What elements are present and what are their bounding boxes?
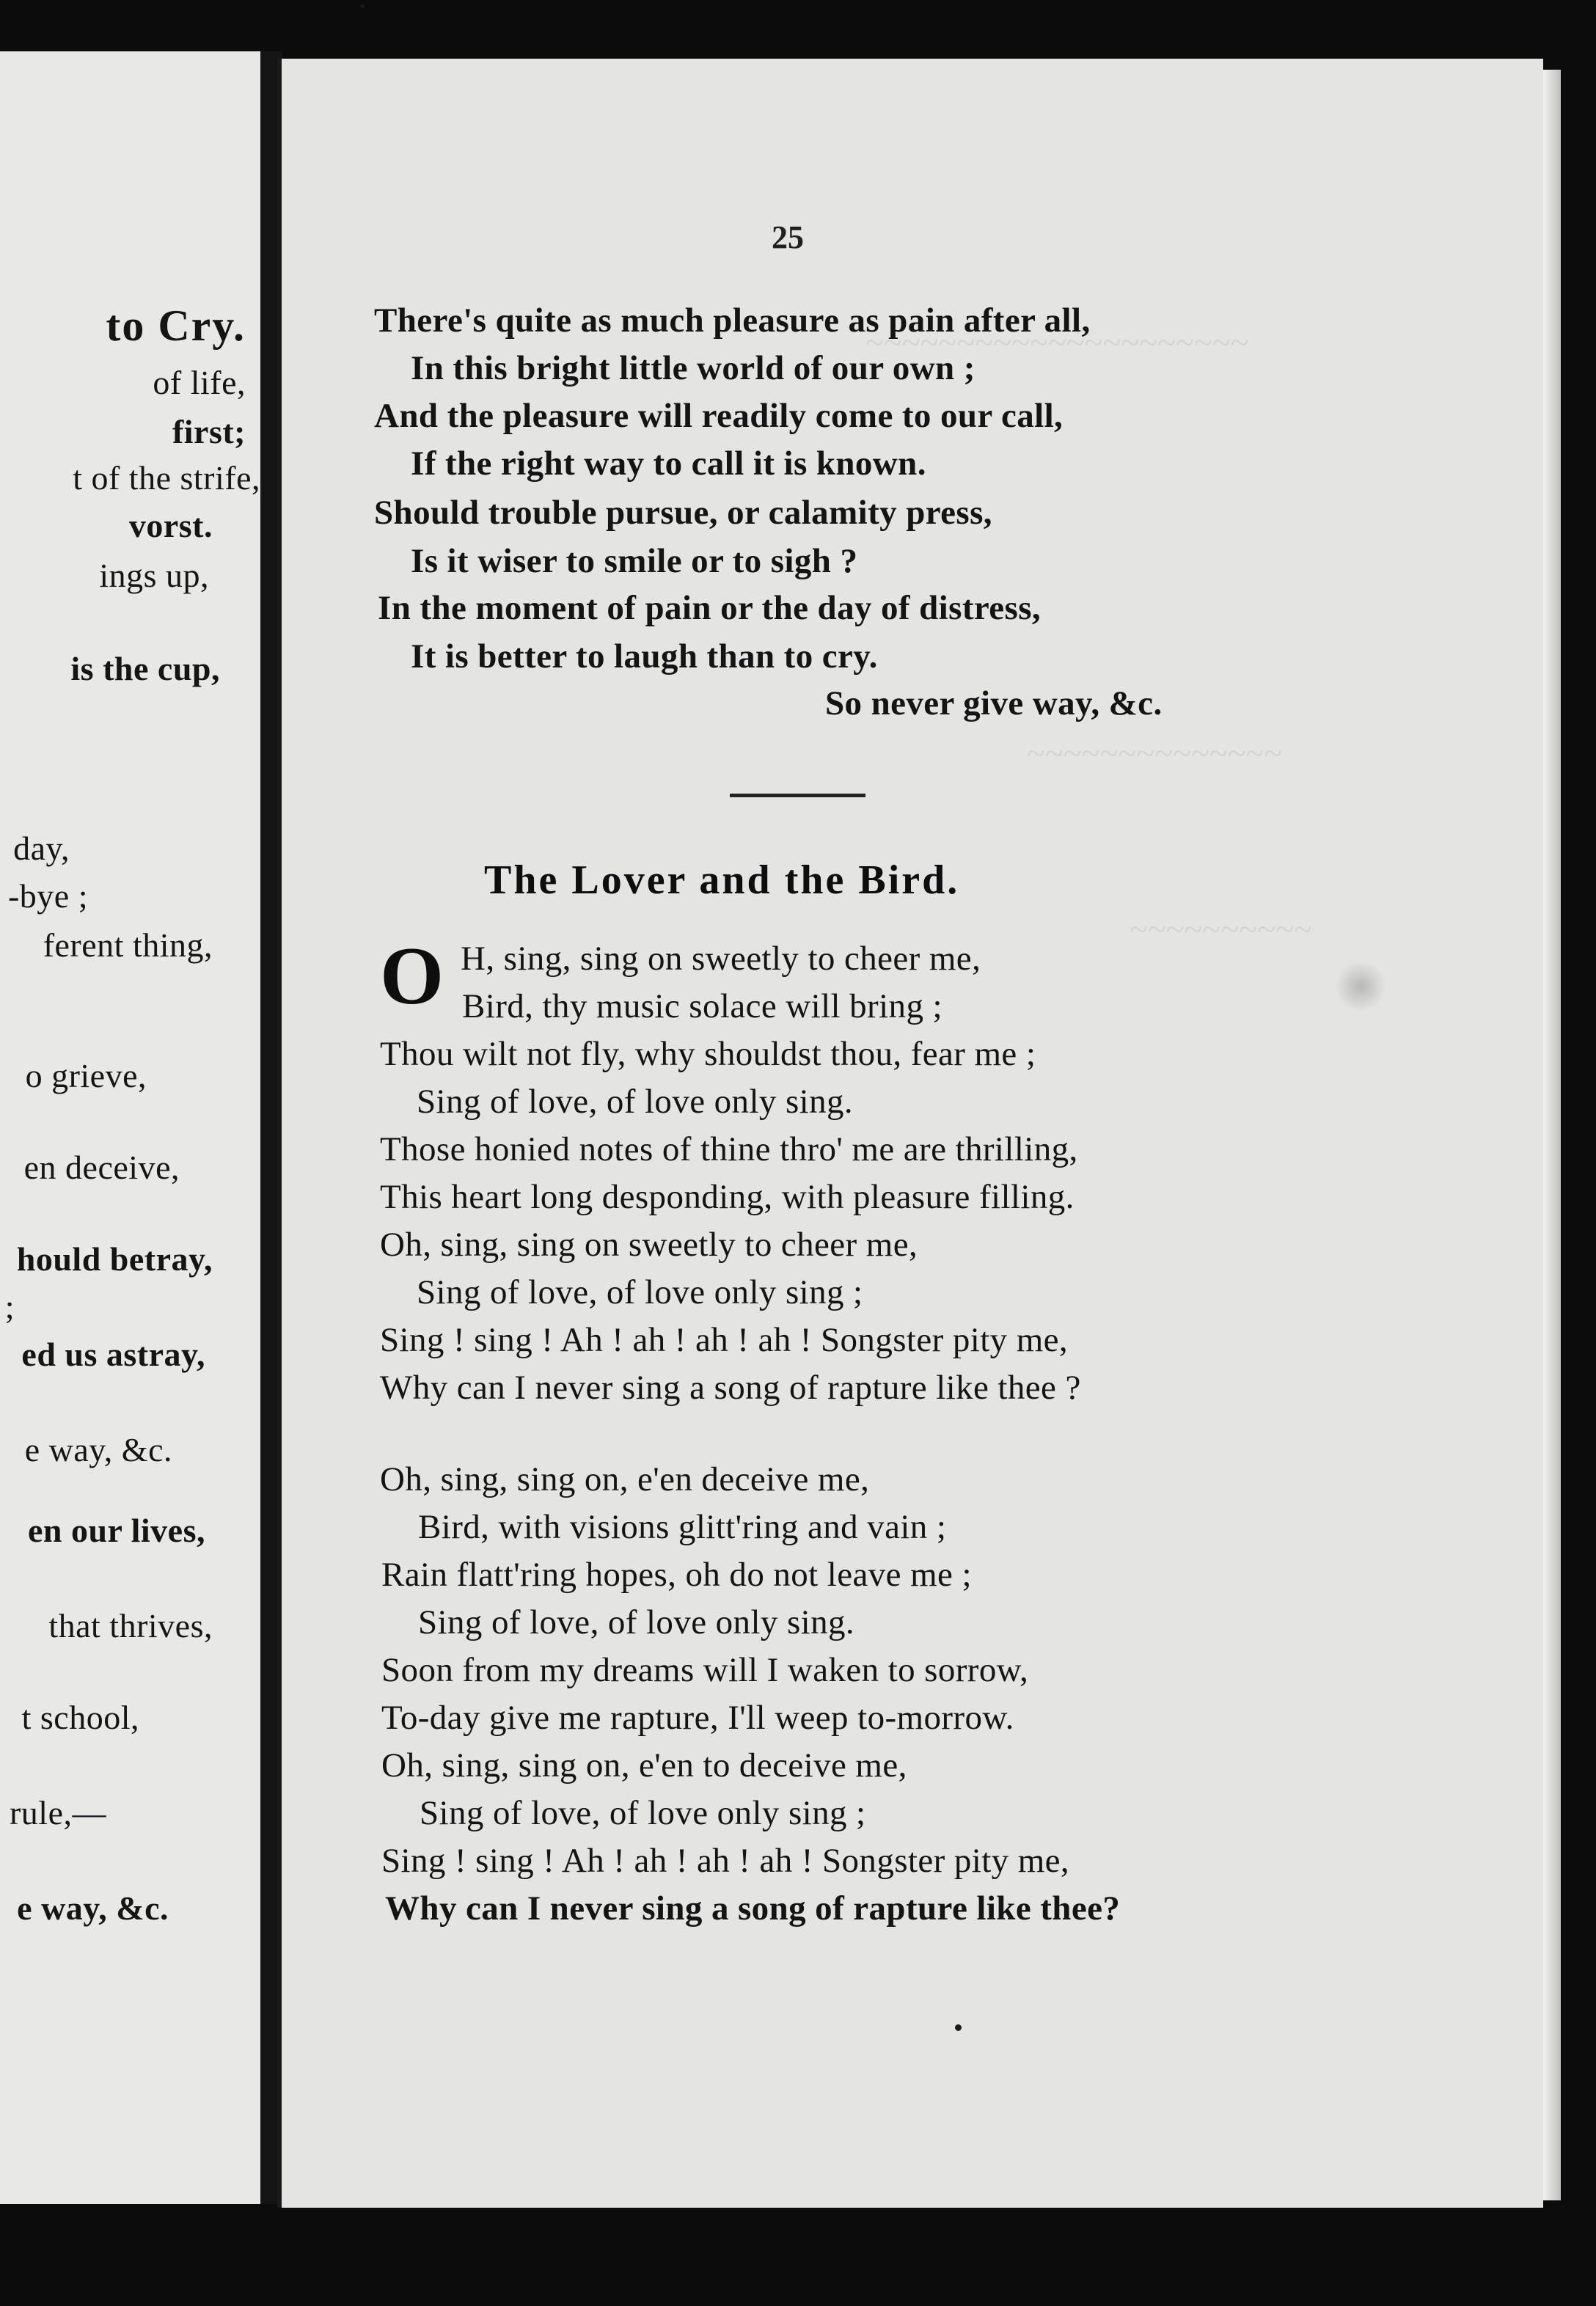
verse-line: Thou wilt not fly, why shouldst thou, fear me ;: [380, 1035, 1036, 1073]
show-through-text: ~~~~~~~~~~: [1130, 910, 1312, 948]
verse-line: Oh, sing, sing on sweetly to cheer me,: [380, 1226, 918, 1264]
song-title: The Lover and the Bird.: [484, 857, 960, 903]
verse-line: There's quite as much pleasure as pain after all,: [374, 301, 1091, 340]
left-page-line: that thrives,: [48, 1607, 213, 1644]
verse-line: Sing of love, of love only sing.: [418, 1603, 855, 1641]
left-page-line: e way, &c.: [24, 1431, 172, 1468]
verse-line: If the right way to call it is known.: [411, 444, 926, 483]
section-divider: [730, 794, 865, 797]
verse-line: Oh, sing, sing on, e'en deceive me,: [380, 1460, 870, 1498]
verse-line: Sing ! sing ! Ah ! ah ! ah ! ah ! Songster pity me,: [381, 1842, 1070, 1880]
verse-line: Is it wiser to smile or to sigh ?: [411, 542, 858, 580]
verse-line: Bird, thy music solace will bring ;: [462, 987, 942, 1025]
left-page-line: t school,: [21, 1699, 139, 1736]
drop-cap: O: [380, 931, 444, 1022]
verse-line: Sing of love, of love only sing.: [417, 1083, 854, 1121]
left-page: [0, 51, 260, 2204]
verse-line: Sing ! sing ! Ah ! ah ! ah ! ah ! Songster pity me,: [380, 1321, 1069, 1359]
page-stain: [1335, 961, 1386, 1012]
left-page-line: ed us astray,: [21, 1336, 205, 1373]
left-page-line: t of the strife,: [73, 459, 260, 497]
left-page-line: vorst.: [128, 507, 213, 544]
left-page-line: ferent thing,: [43, 926, 213, 964]
left-page-line: rule,—: [9, 1794, 106, 1831]
verse-line: It is better to laugh than to cry.: [411, 637, 878, 676]
verse-line: Bird, with visions glitt'ring and vain ;: [418, 1508, 947, 1546]
left-page-line: is the cup,: [70, 650, 220, 687]
left-page-line: hould betray,: [16, 1240, 213, 1278]
left-page-line: ings up,: [99, 557, 209, 594]
show-through-text: ~~~~~~~~~~~~~~: [1027, 734, 1283, 772]
left-page-line: of life,: [153, 364, 246, 401]
left-page-line: -bye ;: [7, 877, 88, 915]
verse-line: And the pleasure will readily come to our call,: [374, 397, 1064, 435]
verse-line: In this bright little world of our own ;: [411, 349, 975, 387]
verse-line: To-day give me rapture, I'll weep to-morrow.: [381, 1699, 1014, 1737]
left-page-line: o grieve,: [25, 1057, 147, 1094]
left-page-line: ;: [4, 1288, 15, 1325]
verse-line: This heart long desponding, with pleasure filling.: [380, 1178, 1075, 1216]
left-page-line: en our lives,: [27, 1512, 205, 1549]
show-through-text: ~~~~~~~~~~~~~~~~~~~~~: [865, 323, 1249, 361]
verse-line: Should trouble pursue, or calamity press,: [374, 494, 992, 532]
verse-line: In the moment of pain or the day of distress,: [378, 589, 1042, 627]
verse-line: Sing of love, of love only sing ;: [417, 1273, 863, 1311]
verse-line: H, sing, sing on sweetly to cheer me,: [461, 940, 981, 978]
refrain-line: So never give way, &c.: [825, 684, 1163, 722]
left-page-line: en deceive,: [23, 1149, 180, 1186]
verse-line: Why can I never sing a song of rapture like thee ?: [380, 1369, 1081, 1407]
left-page-line: day,: [13, 830, 70, 867]
verse-line: Why can I never sing a song of rapture like thee?: [385, 1889, 1121, 1928]
page-number: 25: [772, 219, 804, 255]
verse-line: Soon from my dreams will I waken to sorrow,: [381, 1651, 1029, 1689]
verse-line: Oh, sing, sing on, e'en to deceive me,: [381, 1746, 907, 1785]
left-page-line: e way, &c.: [17, 1889, 169, 1927]
ink-dot: [361, 4, 365, 8]
left-page-line: first;: [172, 413, 246, 450]
verse-line: Those honied notes of thine thro' me are thrilling,: [380, 1130, 1078, 1168]
left-page-line: to Cry.: [106, 301, 246, 350]
verse-line: Sing of love, of love only sing ;: [420, 1794, 866, 1832]
ink-dot: [955, 2024, 962, 2031]
verse-line: Rain flatt'ring hopes, oh do not leave me ;: [381, 1556, 972, 1594]
